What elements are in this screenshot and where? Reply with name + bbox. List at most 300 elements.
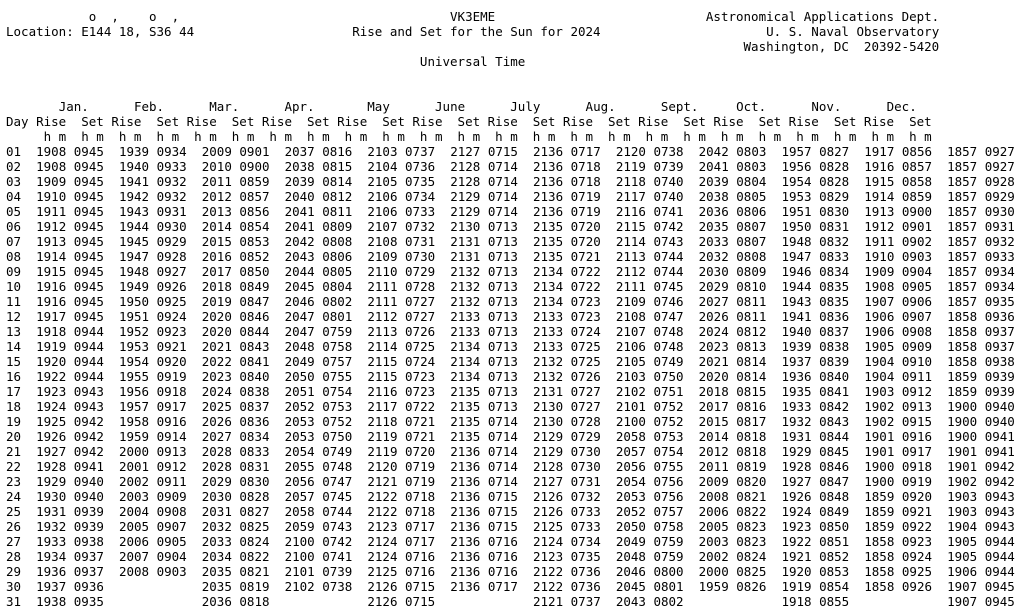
set-time: 0944 bbox=[73, 339, 104, 354]
rise-time: 2017 bbox=[201, 264, 232, 279]
rise-time: 2136 bbox=[450, 534, 481, 549]
rise-time: 1948 bbox=[781, 234, 812, 249]
rise-time: 2048 bbox=[615, 549, 646, 564]
set-time: 0758 bbox=[653, 519, 684, 534]
table-row bbox=[6, 219, 1015, 234]
set-time: 0753 bbox=[653, 429, 684, 444]
set-time: 0717 bbox=[570, 144, 601, 159]
set-time: 0729 bbox=[570, 429, 601, 444]
rise-time: 1901 bbox=[947, 444, 978, 459]
set-time: 0818 bbox=[736, 429, 767, 444]
rise-time: 1858 bbox=[947, 339, 978, 354]
set-time: 0942 bbox=[984, 474, 1015, 489]
rise-time: 2057 bbox=[284, 489, 315, 504]
set-time: 0941 bbox=[73, 459, 104, 474]
table-row bbox=[6, 324, 1015, 339]
rise-time: 2026 bbox=[201, 414, 232, 429]
month-label: Aug. bbox=[585, 99, 616, 114]
rise-time: 2107 bbox=[615, 324, 646, 339]
rise-time: 1929 bbox=[36, 474, 67, 489]
rise-time: 1914 bbox=[864, 189, 895, 204]
set-time: 0732 bbox=[570, 489, 601, 504]
rise-time: 1858 bbox=[864, 579, 895, 594]
set-time: 0920 bbox=[901, 489, 932, 504]
set-time: 0853 bbox=[819, 564, 850, 579]
day-number: 15 bbox=[6, 354, 22, 369]
set-time: 0823 bbox=[736, 519, 767, 534]
rise-time: 2028 bbox=[201, 444, 232, 459]
rise-time: 1956 bbox=[118, 384, 150, 399]
set-time: 0726 bbox=[405, 324, 436, 339]
set-time: 0937 bbox=[984, 324, 1015, 339]
set-time: 0938 bbox=[73, 534, 104, 549]
set-time: 0927 bbox=[984, 144, 1015, 159]
rise-time: 2110 bbox=[367, 264, 398, 279]
set-time: 0943 bbox=[984, 489, 1015, 504]
rise-time: 2038 bbox=[284, 159, 315, 174]
table-row bbox=[6, 579, 1015, 594]
set-time: 0923 bbox=[156, 324, 187, 339]
rise-time: 2052 bbox=[615, 504, 646, 519]
rise-time: 2108 bbox=[615, 309, 646, 324]
set-time: 0801 bbox=[653, 579, 684, 594]
rise-time: 2045 bbox=[615, 579, 646, 594]
set-time: 0718 bbox=[570, 174, 601, 189]
rise-time: 2130 bbox=[450, 219, 481, 234]
set-time: 0714 bbox=[487, 159, 518, 174]
rise-time: 2119 bbox=[367, 444, 398, 459]
rise-time: 2029 bbox=[201, 474, 232, 489]
table-row bbox=[6, 369, 1015, 384]
rise-time: 2006 bbox=[698, 504, 729, 519]
set-time: 0719 bbox=[405, 459, 436, 474]
set-time: 0715 bbox=[487, 519, 518, 534]
set-time: 0814 bbox=[736, 354, 767, 369]
rise-set-header-row: Day Rise Set Rise Set Rise Set Rise Set Rise Set Rise Set Rise Set Rise Set Rise Set Rise Set Rise Set Rise Set bbox=[6, 114, 940, 129]
rise-time: 2000 bbox=[118, 444, 150, 459]
table-row bbox=[6, 264, 1015, 279]
set-time: 0735 bbox=[405, 174, 436, 189]
set-time: 0741 bbox=[322, 549, 353, 564]
rise-time: 2128 bbox=[533, 459, 564, 474]
rise-time: 1900 bbox=[864, 459, 895, 474]
day-number: 14 bbox=[6, 339, 22, 354]
rise-time: 2013 bbox=[201, 204, 232, 219]
rise-time: 2135 bbox=[450, 384, 481, 399]
rise-time: 1936 bbox=[36, 564, 67, 579]
table-row bbox=[6, 444, 1015, 459]
rise-time: 2113 bbox=[615, 249, 646, 264]
rise-time: 1859 bbox=[864, 519, 895, 534]
set-time: 0736 bbox=[570, 564, 601, 579]
set-time: 0917 bbox=[901, 444, 932, 459]
set-time: 0934 bbox=[984, 279, 1015, 294]
rise-time: 1937 bbox=[781, 354, 812, 369]
set-time: 0820 bbox=[736, 474, 767, 489]
set-time: 0802 bbox=[653, 594, 684, 609]
set-time: 0713 bbox=[487, 384, 518, 399]
set-time: 0800 bbox=[653, 564, 684, 579]
set-time: 0748 bbox=[322, 459, 353, 474]
rise-time: 2120 bbox=[615, 144, 646, 159]
set-time: 0939 bbox=[73, 504, 104, 519]
set-time: 0811 bbox=[322, 204, 353, 219]
set-time: 0914 bbox=[156, 429, 187, 444]
set-time: 0742 bbox=[322, 534, 353, 549]
rise-time: 2032 bbox=[698, 249, 729, 264]
set-time: 0713 bbox=[487, 354, 518, 369]
set-time: 0846 bbox=[239, 309, 270, 324]
table-row bbox=[6, 354, 1015, 369]
rise-time: 2058 bbox=[284, 504, 315, 519]
rise-time: 1914 bbox=[36, 249, 67, 264]
day-number: 21 bbox=[6, 444, 22, 459]
rise-time: 2008 bbox=[118, 564, 150, 579]
set-time: 0825 bbox=[239, 519, 270, 534]
rise-time: 1924 bbox=[36, 399, 67, 414]
rise-time: 2056 bbox=[284, 474, 315, 489]
rise-time: 2050 bbox=[615, 519, 646, 534]
set-time: 0759 bbox=[653, 549, 684, 564]
set-time: 0724 bbox=[405, 354, 436, 369]
rise-time: 2054 bbox=[284, 444, 315, 459]
day-number: 09 bbox=[6, 264, 22, 279]
set-time: 0725 bbox=[405, 339, 436, 354]
rise-time: 2111 bbox=[367, 279, 398, 294]
set-time: 0713 bbox=[487, 219, 518, 234]
rise-time: 2041 bbox=[698, 159, 729, 174]
set-time: 0718 bbox=[405, 489, 436, 504]
set-time: 0932 bbox=[156, 174, 187, 189]
set-time: 0925 bbox=[901, 564, 932, 579]
set-time: 0940 bbox=[984, 399, 1015, 414]
rise-time: 1928 bbox=[36, 459, 67, 474]
set-time: 0902 bbox=[901, 234, 932, 249]
set-time: 0940 bbox=[73, 474, 104, 489]
set-time: 0740 bbox=[653, 174, 684, 189]
set-time: 0905 bbox=[901, 279, 932, 294]
rise-time: 1903 bbox=[947, 504, 978, 519]
day-number: 20 bbox=[6, 429, 22, 444]
rise-time: 2049 bbox=[615, 534, 646, 549]
rise-time: 2124 bbox=[367, 534, 398, 549]
set-time: 0714 bbox=[487, 459, 518, 474]
set-time: 0942 bbox=[73, 444, 104, 459]
rise-time: 1945 bbox=[118, 234, 150, 249]
rise-time: 2106 bbox=[367, 204, 398, 219]
set-time: 0924 bbox=[156, 309, 187, 324]
rise-time: 1908 bbox=[864, 279, 895, 294]
set-time: 0815 bbox=[322, 159, 353, 174]
rise-time: 1938 bbox=[36, 594, 67, 609]
rise-time: 1858 bbox=[947, 354, 978, 369]
day-number: 08 bbox=[6, 249, 22, 264]
rise-time: 2123 bbox=[533, 549, 564, 564]
rise-time: 1917 bbox=[36, 309, 67, 324]
rise-time: 1859 bbox=[864, 489, 895, 504]
set-time: 0823 bbox=[736, 534, 767, 549]
rise-time: 2041 bbox=[284, 204, 315, 219]
rise-time: 2111 bbox=[367, 294, 398, 309]
set-time: 0839 bbox=[819, 354, 850, 369]
set-time: 0837 bbox=[239, 399, 270, 414]
set-time: 0736 bbox=[570, 579, 601, 594]
rise-time: 2132 bbox=[450, 264, 481, 279]
table-row bbox=[6, 294, 1015, 309]
set-time: 0714 bbox=[487, 414, 518, 429]
rise-time: 2044 bbox=[284, 264, 315, 279]
set-time: 0841 bbox=[819, 384, 850, 399]
table-row bbox=[6, 339, 1015, 354]
set-time: 0829 bbox=[819, 189, 850, 204]
rise-time: 1932 bbox=[781, 414, 812, 429]
set-time: 0943 bbox=[984, 519, 1015, 534]
rise-time: 2018 bbox=[201, 279, 232, 294]
rise-time: 2030 bbox=[201, 489, 232, 504]
set-time: 0822 bbox=[239, 549, 270, 564]
set-time: 0748 bbox=[653, 339, 684, 354]
rise-time: 2012 bbox=[201, 189, 232, 204]
set-time: 0745 bbox=[653, 279, 684, 294]
rise-time: 2131 bbox=[450, 249, 481, 264]
set-time: 0849 bbox=[819, 504, 850, 519]
set-time: 0752 bbox=[653, 414, 684, 429]
set-time: 0921 bbox=[156, 339, 187, 354]
set-time: 0826 bbox=[736, 579, 767, 594]
rise-time: 2106 bbox=[615, 339, 646, 354]
rise-time: 2002 bbox=[118, 474, 150, 489]
set-time: 0713 bbox=[487, 249, 518, 264]
set-time: 0918 bbox=[156, 384, 187, 399]
org-address: Washington, DC 20392-5420 bbox=[743, 39, 940, 54]
rise-time: 2131 bbox=[533, 384, 564, 399]
rise-time: 1922 bbox=[781, 534, 812, 549]
rise-time: 2114 bbox=[367, 339, 398, 354]
set-time: 0809 bbox=[322, 219, 353, 234]
rise-time: 2132 bbox=[533, 369, 564, 384]
set-time: 0721 bbox=[405, 414, 436, 429]
rise-time: 2127 bbox=[533, 474, 564, 489]
set-time: 0724 bbox=[570, 324, 601, 339]
set-time: 0846 bbox=[819, 459, 850, 474]
set-time: 0816 bbox=[736, 399, 767, 414]
rise-time: 2020 bbox=[201, 309, 232, 324]
set-time: 0945 bbox=[73, 309, 104, 324]
set-time: 0805 bbox=[736, 189, 767, 204]
set-time: 0850 bbox=[239, 264, 270, 279]
set-time: 0828 bbox=[819, 159, 850, 174]
rise-time: 2122 bbox=[533, 564, 564, 579]
rise-time: 2017 bbox=[698, 399, 729, 414]
set-time: 0713 bbox=[487, 294, 518, 309]
rise-time: 1931 bbox=[36, 504, 67, 519]
set-time: 0837 bbox=[819, 324, 850, 339]
rise-time: 1858 bbox=[864, 549, 895, 564]
set-time: 0843 bbox=[819, 414, 850, 429]
rise-time: 1935 bbox=[781, 384, 812, 399]
rise-time: 2006 bbox=[118, 534, 150, 549]
set-time: 0933 bbox=[984, 249, 1015, 264]
table-row bbox=[6, 249, 1015, 264]
set-time: 0734 bbox=[570, 534, 601, 549]
set-time: 0716 bbox=[405, 549, 436, 564]
rise-time: 1859 bbox=[947, 369, 978, 384]
rise-time: 2047 bbox=[284, 309, 315, 324]
day-number: 03 bbox=[6, 174, 22, 189]
rise-time: 2106 bbox=[367, 189, 398, 204]
set-time: 0939 bbox=[73, 519, 104, 534]
set-time: 0911 bbox=[156, 474, 187, 489]
set-time: 0722 bbox=[570, 279, 601, 294]
set-time: 0812 bbox=[322, 189, 353, 204]
set-time: 0757 bbox=[653, 504, 684, 519]
day-number: 23 bbox=[6, 474, 22, 489]
rise-time: 2039 bbox=[698, 174, 729, 189]
set-time: 0748 bbox=[653, 324, 684, 339]
rise-time: 1908 bbox=[36, 159, 67, 174]
set-time: 0913 bbox=[901, 399, 932, 414]
set-time: 0746 bbox=[653, 294, 684, 309]
set-time: 0716 bbox=[487, 549, 518, 564]
set-time: 0935 bbox=[73, 594, 104, 609]
rise-time: 1939 bbox=[118, 144, 150, 159]
rise-time: 2029 bbox=[698, 279, 729, 294]
set-time: 0936 bbox=[73, 579, 104, 594]
set-time: 0941 bbox=[984, 444, 1015, 459]
rise-time: 2115 bbox=[367, 354, 398, 369]
rise-time: 1913 bbox=[864, 204, 895, 219]
rise-time: 1920 bbox=[36, 354, 67, 369]
set-time: 0714 bbox=[487, 444, 518, 459]
set-time: 0719 bbox=[570, 189, 601, 204]
set-time: 0731 bbox=[570, 474, 601, 489]
header-line-3 bbox=[6, 39, 939, 54]
rise-time: 1941 bbox=[118, 174, 150, 189]
rise-time: 2116 bbox=[615, 204, 646, 219]
rise-time: 2109 bbox=[615, 294, 646, 309]
rise-time: 2049 bbox=[284, 354, 315, 369]
set-time: 0830 bbox=[819, 204, 850, 219]
set-time: 0723 bbox=[405, 384, 436, 399]
set-time: 0834 bbox=[819, 264, 850, 279]
day-number: 06 bbox=[6, 219, 22, 234]
rise-time: 2133 bbox=[533, 324, 564, 339]
set-time: 0917 bbox=[156, 399, 187, 414]
rise-time: 1947 bbox=[781, 249, 812, 264]
rise-time: 1857 bbox=[947, 219, 978, 234]
rise-time: 1857 bbox=[947, 249, 978, 264]
rise-time: 2101 bbox=[615, 399, 646, 414]
rise-time: 2114 bbox=[615, 234, 646, 249]
set-time: 0714 bbox=[487, 174, 518, 189]
set-time: 0908 bbox=[901, 324, 932, 339]
rise-time: 1859 bbox=[947, 384, 978, 399]
set-time: 0945 bbox=[73, 159, 104, 174]
month-label: Jan. bbox=[58, 99, 89, 114]
rise-time: 1943 bbox=[781, 294, 812, 309]
rise-time: 2136 bbox=[450, 519, 481, 534]
set-time: 0927 bbox=[984, 159, 1015, 174]
rise-time: 1953 bbox=[781, 189, 812, 204]
set-time: 0727 bbox=[570, 399, 601, 414]
table-row bbox=[6, 474, 1015, 489]
rise-time: 1902 bbox=[864, 399, 895, 414]
set-time: 0847 bbox=[239, 294, 270, 309]
rise-time: 2132 bbox=[450, 279, 481, 294]
table-row bbox=[6, 519, 1015, 534]
set-time: 0942 bbox=[73, 429, 104, 444]
set-time: 0937 bbox=[984, 339, 1015, 354]
set-time: 0833 bbox=[819, 249, 850, 264]
month-header-row bbox=[6, 99, 939, 114]
set-time: 0714 bbox=[487, 474, 518, 489]
rise-time: 1933 bbox=[36, 534, 67, 549]
set-time: 0942 bbox=[73, 414, 104, 429]
rise-time: 1952 bbox=[118, 324, 150, 339]
rise-time: 1858 bbox=[947, 309, 978, 324]
set-time: 0931 bbox=[156, 204, 187, 219]
set-time: 0735 bbox=[570, 549, 601, 564]
set-time: 0925 bbox=[156, 294, 187, 309]
rise-time: 2053 bbox=[284, 429, 315, 444]
rise-time: 2135 bbox=[450, 414, 481, 429]
set-time: 0824 bbox=[239, 534, 270, 549]
rise-time: 2045 bbox=[284, 279, 315, 294]
rise-time: 2107 bbox=[367, 219, 398, 234]
set-time: 0857 bbox=[901, 159, 932, 174]
set-time: 0721 bbox=[405, 429, 436, 444]
rise-time: 2136 bbox=[533, 174, 564, 189]
time-label-line bbox=[6, 54, 525, 69]
set-time: 0742 bbox=[653, 219, 684, 234]
set-time: 0806 bbox=[736, 204, 767, 219]
month-label: Nov. bbox=[811, 99, 842, 114]
rise-time: 2118 bbox=[615, 174, 646, 189]
rise-time: 2039 bbox=[284, 174, 315, 189]
rise-time: 1943 bbox=[118, 204, 150, 219]
day-number: 30 bbox=[6, 579, 22, 594]
rise-time: 2122 bbox=[367, 489, 398, 504]
rise-time: 2134 bbox=[450, 354, 481, 369]
month-label: June bbox=[435, 99, 466, 114]
set-time: 0930 bbox=[984, 204, 1015, 219]
rise-time: 1927 bbox=[36, 444, 67, 459]
month-label: Oct. bbox=[736, 99, 767, 114]
rise-time: 2134 bbox=[450, 369, 481, 384]
rise-time: 2024 bbox=[698, 324, 729, 339]
rise-time: 2035 bbox=[698, 219, 729, 234]
rise-time: 1857 bbox=[947, 279, 978, 294]
rise-time: 2021 bbox=[698, 354, 729, 369]
rise-time: 2115 bbox=[615, 219, 646, 234]
set-time: 0916 bbox=[901, 429, 932, 444]
day-number: 28 bbox=[6, 549, 22, 564]
set-time: 0926 bbox=[901, 579, 932, 594]
set-time: 0847 bbox=[819, 474, 850, 489]
set-time: 0817 bbox=[736, 414, 767, 429]
month-label: Apr. bbox=[284, 99, 315, 114]
rise-time: 2058 bbox=[615, 429, 646, 444]
rise-time: 2126 bbox=[367, 579, 398, 594]
degree-marks: o , o , bbox=[6, 9, 180, 24]
set-time: 0719 bbox=[405, 474, 436, 489]
rise-time: 2009 bbox=[698, 474, 729, 489]
set-time: 0919 bbox=[901, 474, 932, 489]
rise-time: 1933 bbox=[781, 399, 812, 414]
rise-time: 2105 bbox=[615, 354, 646, 369]
set-time: 0928 bbox=[984, 174, 1015, 189]
rise-time: 2133 bbox=[450, 309, 481, 324]
